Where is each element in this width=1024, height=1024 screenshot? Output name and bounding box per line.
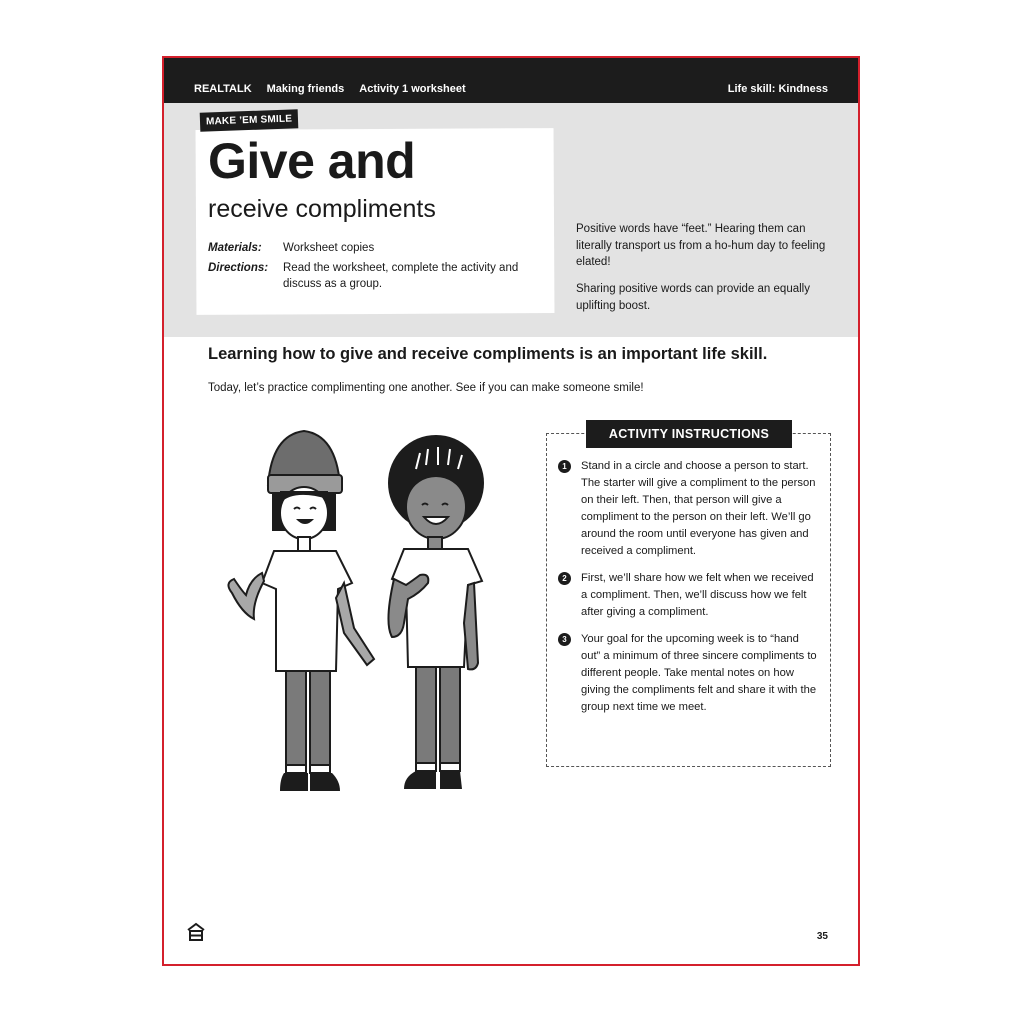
step-number-icon: 3 [558,633,571,646]
hero-side-text [576,221,836,324]
activity-steps [558,458,820,726]
girl-figure [228,431,374,791]
step-text: Your goal for the upcoming week is to “hand out” a minimum of three sincere compliments to different people. Take mental notes on how giving the compliments felt and share it with the group next time we meet. [581,633,817,714]
materials-value: Worksheet copies [283,242,375,254]
page-number: 35 [816,931,828,942]
directions-row [208,260,533,292]
tag-badge: MAKE ’EM SMILE [200,109,299,131]
side-paragraph-1: Positive words have “feet.” Hearing them can literally transport us from a ho-hum day to feeling elated! [576,223,826,269]
intro-text: Today, let’s practice complimenting one another. See if you can make someone smile! [208,382,644,394]
section-label: Making friends [266,83,345,95]
life-skill-label: Life skill: Kindness [727,83,828,95]
step-number-icon: 1 [558,460,571,473]
activity-step [558,631,820,716]
kids-illustration [224,423,514,813]
breadcrumb [194,83,466,95]
side-paragraph-2: Sharing positive words can provide an equally uplifting boost. [576,283,810,312]
step-text: Stand in a circle and choose a person to start. The starter will give a compliment to the person on their left. Then, that person will give a compliment to the person on their left. We’ll go around the room until everyone has given and received a compliment. [581,460,816,558]
materials-label: Materials: [208,242,262,254]
activity-title: ACTIVITY INSTRUCTIONS [586,420,792,448]
step-number-icon: 2 [558,572,571,585]
header-bar [164,58,858,103]
directions-label: Directions: [208,262,269,275]
brand-label: REALTALK [194,83,252,95]
house-logo-icon [186,922,206,942]
activity-step [558,458,820,560]
directions-value: Read the worksheet, complete the activity and discuss as a group. [283,262,519,291]
activity-label: Activity 1 worksheet [359,83,466,95]
worksheet-page [162,56,860,966]
activity-step [558,570,820,621]
materials-directions [208,240,533,296]
lead-text: Learning how to give and receive compliments is an important life skill. [208,345,768,363]
boy-figure [388,435,484,789]
materials-row [208,240,533,256]
page-title: Give and [208,133,416,189]
page-subtitle: receive compliments [208,195,436,223]
step-text: First, we’ll share how we felt when we received a compliment. Then, we’ll discuss how we felt after giving a compliment. [581,572,814,619]
